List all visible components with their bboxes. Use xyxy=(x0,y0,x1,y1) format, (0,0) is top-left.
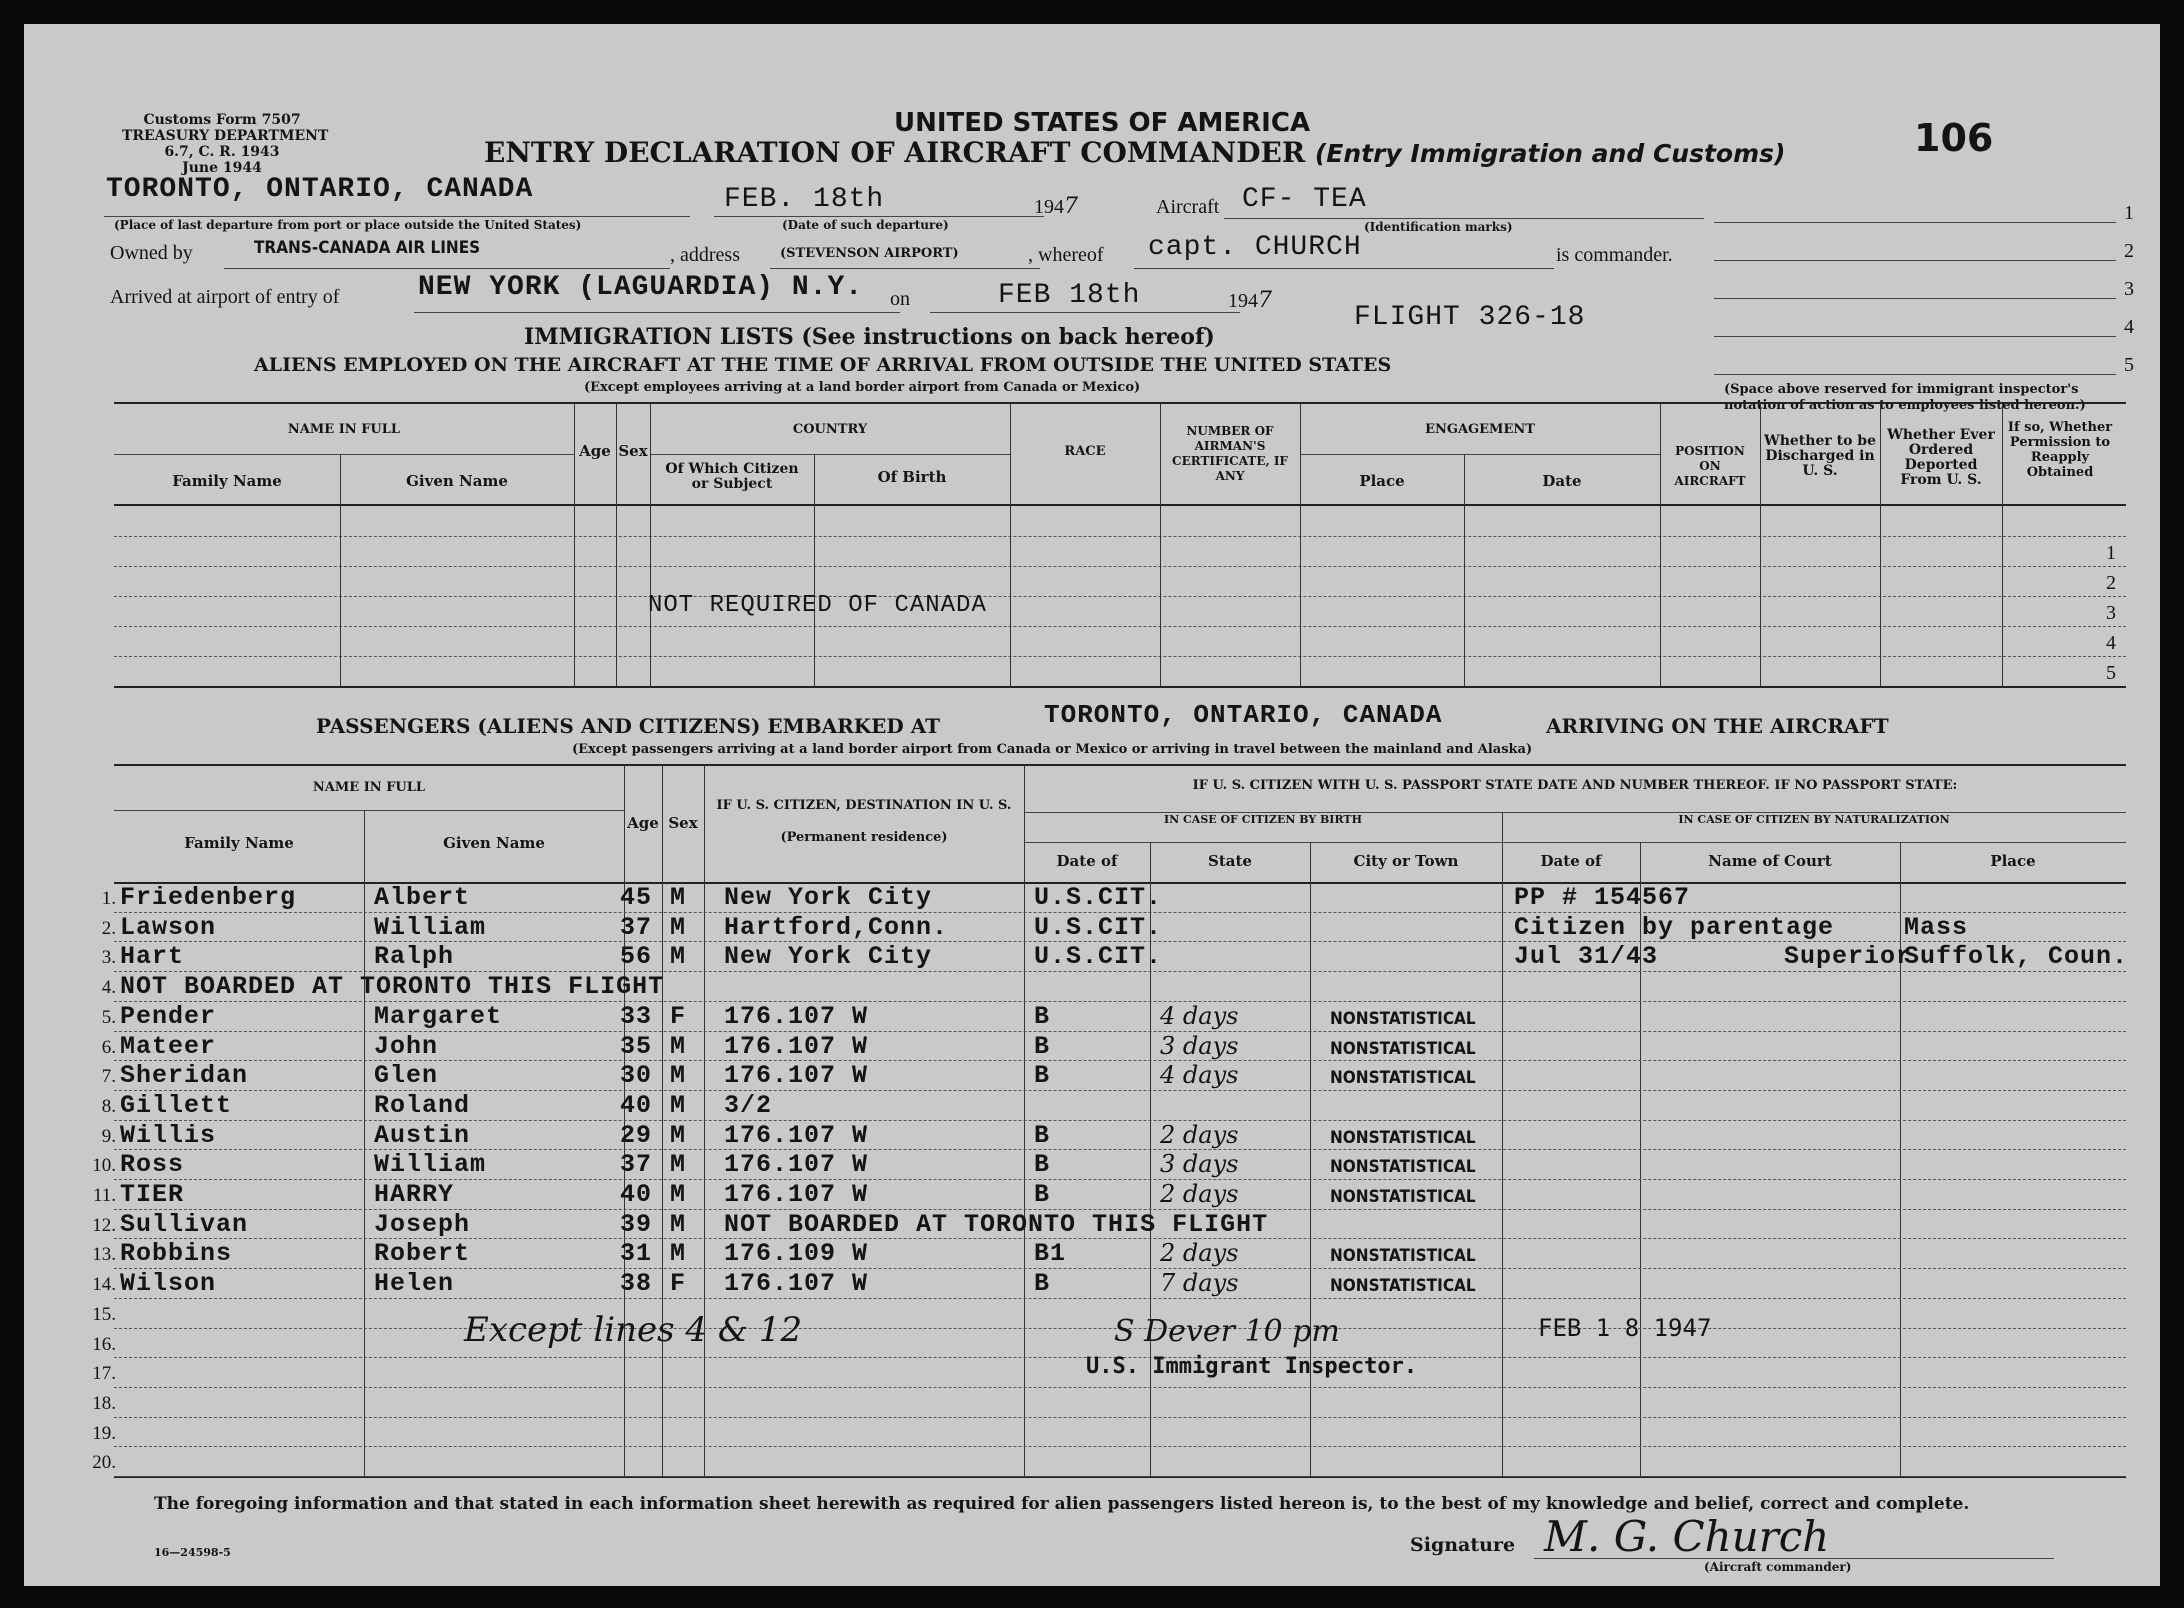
cell-nat-date: Jul 31/43 xyxy=(1514,942,1659,972)
cell-state: 7 days xyxy=(1160,1269,1239,1298)
arrival-airport: NEW YORK (LAGUARDIA) N.Y. xyxy=(418,272,864,303)
row-number: 10. xyxy=(92,1155,116,1177)
cell-dateof: U.S.CIT. xyxy=(1034,942,1163,972)
pcol-date-of: Date of xyxy=(1056,852,1118,870)
row-number: 20. xyxy=(92,1452,116,1474)
cell-family: Hart xyxy=(120,942,185,972)
cell-dest: 176.109 W xyxy=(724,1239,869,1269)
cell-age: 38 xyxy=(620,1269,653,1299)
owned-by-label: Owned by xyxy=(110,242,193,264)
table-rule xyxy=(1310,842,1311,1476)
crew-row-number: 1 xyxy=(2106,542,2116,564)
cell-sex: M xyxy=(670,1061,687,1091)
cell-state: 3 days xyxy=(1160,1150,1239,1179)
arrival-date-line xyxy=(930,312,1240,313)
col-sex: Sex xyxy=(618,442,648,460)
cell-sex: M xyxy=(670,1180,687,1209)
inspector-title: U.S. Immigrant Inspector. xyxy=(1086,1354,1418,1379)
row-number: 8. xyxy=(101,1095,116,1117)
table-rule xyxy=(114,764,2126,766)
cell-given: Helen xyxy=(374,1269,455,1299)
table-rule xyxy=(114,504,2126,506)
cell-age: 39 xyxy=(620,1209,653,1239)
commander-line xyxy=(1134,268,1554,269)
row-number: 4. xyxy=(101,977,116,999)
row-number: 5. xyxy=(101,1006,116,1028)
cell-dateof: B xyxy=(1034,1180,1051,1209)
cell-state: 2 days xyxy=(1160,1180,1239,1208)
cell-age: 45 xyxy=(620,883,653,912)
row-number: 14. xyxy=(92,1274,116,1296)
cell-state: 4 days xyxy=(1160,1061,1239,1090)
crew-row-number: 2 xyxy=(2106,572,2116,594)
pcol-name-in-full: NAME IN FULL xyxy=(312,780,426,795)
pcol-place: Place xyxy=(1990,852,2036,870)
cell-family: Gillett xyxy=(120,1090,233,1120)
row-number: 2. xyxy=(101,917,116,939)
arrival-date: FEB 18th xyxy=(998,280,1141,311)
table-rule xyxy=(1024,842,2126,843)
col-discharged: Whether to be Discharged in U. S. xyxy=(1764,433,1876,479)
reserved-line-1 xyxy=(1714,222,2116,223)
signature-label: Signature xyxy=(1410,1534,1516,1556)
form-sheet xyxy=(24,24,2160,1586)
table-rule xyxy=(1300,454,1660,455)
cell-family: Lawson xyxy=(120,912,217,942)
pcol-court: Name of Court xyxy=(1708,852,1832,870)
table-rule xyxy=(114,810,624,811)
table-rule xyxy=(364,810,365,1476)
print-code: 16—24598-5 xyxy=(154,1546,231,1559)
row-number: 18. xyxy=(92,1392,116,1414)
row-number: 11. xyxy=(92,1185,116,1206)
table-rule xyxy=(1880,404,1881,686)
col-deported: Whether Ever Ordered Deported From U. S. xyxy=(1887,427,1995,488)
cell-family: Ross xyxy=(120,1150,185,1180)
pcol-given-name: Given Name xyxy=(443,834,545,852)
cell-dest: 176.107 W xyxy=(724,1150,869,1180)
departure-date-label: (Date of such departure) xyxy=(782,218,949,232)
cell-family: Willis xyxy=(120,1120,217,1150)
row-rule xyxy=(114,1387,2126,1388)
arrival-airport-line xyxy=(414,312,900,313)
cell-age: 35 xyxy=(620,1031,653,1061)
row-number: 13. xyxy=(92,1244,116,1266)
cell-dateof: B xyxy=(1034,1150,1051,1180)
cell-dateof: B1 xyxy=(1034,1239,1067,1269)
cell-dest: 176.107 W xyxy=(724,1061,869,1091)
table-rule xyxy=(114,686,2126,688)
cell-nat-date: PP # 154567 xyxy=(1514,883,1691,912)
cell-state: 4 days xyxy=(1160,1001,1239,1030)
signature-line xyxy=(1534,1558,2054,1559)
owner: TRANS-CANADA AIR LINES xyxy=(254,238,481,258)
row-number: 15. xyxy=(92,1303,116,1325)
col-citizen: Of Which Citizen or Subject xyxy=(665,461,799,492)
address-line xyxy=(770,268,1040,269)
cell-city: NONSTATISTICAL xyxy=(1330,1008,1476,1029)
cell-dateof: B xyxy=(1034,1031,1051,1061)
pcol-by-birth: IN CASE OF CITIZEN BY BIRTH xyxy=(1164,813,1362,826)
inspector-signature: S Dever 10 pm xyxy=(1114,1314,1340,1349)
whereof-label: , whereof xyxy=(1028,244,1104,266)
cell-city: NONSTATISTICAL xyxy=(1330,1038,1476,1059)
row-number: 17. xyxy=(92,1363,116,1385)
cell-city: NONSTATISTICAL xyxy=(1330,1246,1476,1267)
cell-family: Mateer xyxy=(120,1031,217,1061)
cell-dest: 176.107 W xyxy=(724,1001,869,1031)
cell-age: 37 xyxy=(620,1150,653,1180)
cell-age: 30 xyxy=(620,1061,653,1091)
cell-dest: 176.107 W xyxy=(724,1031,869,1061)
row-number: 6. xyxy=(101,1036,116,1058)
annotation-except: Except lines 4 & 12 xyxy=(464,1310,803,1350)
arrival-year: 1947 xyxy=(1228,288,1272,313)
cell-place: Suffolk, Coun. xyxy=(1904,942,2129,972)
table-rule xyxy=(1900,842,1901,1476)
cell-age: 37 xyxy=(620,912,653,942)
col-country: COUNTRY xyxy=(792,422,868,437)
cell-city: NONSTATISTICAL xyxy=(1330,1187,1476,1207)
table-rule xyxy=(650,454,1010,455)
pcol-destination: IF U. S. CITIZEN, DESTINATION IN U. S. xyxy=(716,798,1012,813)
cell-given: Albert xyxy=(374,883,471,912)
cell-state: 2 days xyxy=(1160,1239,1239,1268)
departure-place: TORONTO, ONTARIO, CANADA xyxy=(106,174,534,205)
cell-family: Robbins xyxy=(120,1239,233,1269)
cell-family: TIER xyxy=(120,1180,185,1209)
row-rule xyxy=(114,1417,2126,1418)
cell-court: Superior xyxy=(1784,942,1913,972)
cell-sex: M xyxy=(670,1031,687,1061)
cell-dateof: B xyxy=(1034,1061,1051,1091)
cell-family: Pender xyxy=(120,1001,217,1031)
reserved-line-2 xyxy=(1714,260,2116,261)
pcol-passport: IF U. S. CITIZEN WITH U. S. PASSPORT STATE DATE AND NUMBER THEREOF. IF NO PASSPORT STATE: xyxy=(1192,778,1958,793)
cell-sex: M xyxy=(670,942,687,972)
commander: capt. CHURCH xyxy=(1148,232,1362,263)
cell-sex: M xyxy=(670,883,687,912)
cell-dest: 176.107 W xyxy=(724,1269,869,1299)
signature-caption: (Aircraft commander) xyxy=(1704,1560,1852,1574)
cell-dateof: U.S.CIT. xyxy=(1034,883,1163,912)
row-number: 7. xyxy=(101,1066,116,1088)
pcol-by-naturalization: IN CASE OF CITIZEN BY NATURALIZATION xyxy=(1678,813,1950,826)
col-given-name: Given Name xyxy=(406,472,508,490)
cell-city: NONSTATISTICAL xyxy=(1330,1127,1476,1148)
cell-given: William xyxy=(374,912,487,942)
is-commander-label: is commander. xyxy=(1556,244,1673,266)
immigration-note: (Except employees arriving at a land border airport from Canada or Mexico) xyxy=(584,380,1141,395)
pcol-nat-date: Date of xyxy=(1540,852,1602,870)
row-number: 1. xyxy=(101,888,116,909)
reserved-number: 2 xyxy=(2124,240,2134,262)
cell-dest: Hartford,Conn. xyxy=(724,912,949,942)
cell-family: Wilson xyxy=(120,1269,217,1299)
table-rule xyxy=(1160,404,1161,686)
departure-place-label: (Place of last departure from port or place outside the United States) xyxy=(114,218,582,232)
col-engagement: ENGAGEMENT xyxy=(1425,422,1535,437)
arrived-label: Arrived at airport of entry of xyxy=(110,286,340,308)
cell-sex: M xyxy=(670,1150,687,1180)
cell-given: Austin xyxy=(374,1120,471,1150)
cell-sex: F xyxy=(670,1269,687,1299)
col-family-name: Family Name xyxy=(172,472,282,490)
cell-dateof: U.S.CIT. xyxy=(1034,912,1163,942)
table-rule xyxy=(2002,404,2003,686)
table-rule xyxy=(114,656,2126,657)
cell-sex: M xyxy=(670,912,687,942)
cell-dest: New York City xyxy=(724,883,933,912)
pcol-destination-sub: (Permanent residence) xyxy=(780,830,948,845)
reserved-number: 1 xyxy=(2124,202,2134,224)
cell-age: 31 xyxy=(620,1239,653,1269)
reserved-number: 4 xyxy=(2124,316,2134,338)
cell-sex: M xyxy=(670,1090,687,1120)
reserved-line-5 xyxy=(1714,374,2116,375)
cell-sex: M xyxy=(670,1120,687,1150)
cell-age: 33 xyxy=(620,1001,653,1031)
on-label: on xyxy=(890,288,910,310)
cell-state: 2 days xyxy=(1160,1120,1239,1149)
cell-given: Robert xyxy=(374,1239,471,1269)
table-rule xyxy=(114,566,2126,567)
col-permission: If so, Whether Permission to Reapply Obtained xyxy=(2007,420,2113,480)
cell-dest: 176.107 W xyxy=(724,1120,869,1150)
crew-row-number: 4 xyxy=(2106,632,2116,654)
year-prefix: 1947 xyxy=(1034,194,1078,219)
cell-nat-date: Citizen by parentage xyxy=(1514,912,1835,942)
reserved-line-3 xyxy=(1714,298,2116,299)
table-rule xyxy=(1660,404,1661,686)
col-age: Age xyxy=(579,442,611,460)
cell-family: Sullivan xyxy=(120,1209,249,1239)
aircraft-id: CF- TEA xyxy=(1242,184,1367,215)
aircraft-label: Aircraft xyxy=(1156,196,1220,218)
departure-date: FEB. 18th xyxy=(724,184,885,215)
cell-given: HARRY xyxy=(374,1180,455,1209)
address-stamp: (STEVENSON AIRPORT) xyxy=(780,246,959,261)
pcol-city: City or Town xyxy=(1353,852,1459,870)
table-rule xyxy=(114,402,2126,404)
cell-given: Roland xyxy=(374,1090,471,1120)
pcol-sex: Sex xyxy=(668,814,698,832)
table-rule xyxy=(114,454,574,455)
col-race: RACE xyxy=(1064,444,1106,459)
departure-date-line xyxy=(714,216,1044,217)
table-rule xyxy=(650,404,651,686)
cell-place: Mass xyxy=(1904,912,1969,942)
embarked-at: TORONTO, ONTARIO, CANADA xyxy=(1044,700,1443,730)
page-title xyxy=(484,136,1785,169)
cell-sex: M xyxy=(670,1209,687,1239)
owner-line xyxy=(224,268,670,269)
cell-dest: 176.107 W xyxy=(724,1180,869,1209)
inspection-date-stamp: FEB 1 8 1947 xyxy=(1538,1314,1712,1342)
commander-signature: M. G. Church xyxy=(1544,1512,1830,1561)
cell-given: Ralph xyxy=(374,942,455,972)
cell-dateof: B xyxy=(1034,1001,1051,1031)
cell-dest: 3/2 xyxy=(724,1090,773,1120)
reserved-number: 5 xyxy=(2124,354,2134,376)
cell-given: Joseph xyxy=(374,1209,471,1239)
cell-family: NOT BOARDED AT TORONTO THIS FLIGHT xyxy=(120,972,665,1002)
cell-given: William xyxy=(374,1150,487,1180)
cell-dest: NOT BOARDED AT TORONTO THIS FLIGHT xyxy=(724,1209,1269,1239)
col-date: Date xyxy=(1542,472,1582,490)
cell-sex: M xyxy=(670,1239,687,1269)
col-airman: NUMBER OF AIRMAN'S CERTIFICATE, IF ANY xyxy=(1172,424,1288,483)
aircraft-line xyxy=(1224,218,1704,219)
col-place: Place xyxy=(1359,472,1405,490)
cell-age: 40 xyxy=(620,1180,653,1209)
form-identifier: Customs Form 7507 TREASURY DEPARTMENT 6.7, C. R. 1943 June 1944 xyxy=(122,112,329,176)
passengers-title-right: ARRIVING ON THE AIRCRAFT xyxy=(1546,714,1889,738)
pcol-age: Age xyxy=(627,814,659,832)
cell-age: 40 xyxy=(620,1090,653,1120)
flight-number: FLIGHT 326-18 xyxy=(1354,302,1586,333)
table-rule xyxy=(814,454,815,686)
immigration-subtitle: ALIENS EMPLOYED ON THE AIRCRAFT AT THE TIME OF ARRIVAL FROM OUTSIDE THE UNITED STATES xyxy=(254,354,1392,376)
row-rule xyxy=(114,1476,2126,1477)
cell-city: NONSTATISTICAL xyxy=(1330,1068,1476,1089)
table-rule xyxy=(114,626,2126,627)
passengers-note: (Except passengers arriving at a land border airport from Canada or Mexico or arriving in travel between the mainland and Alaska) xyxy=(572,742,1533,757)
departure-line xyxy=(104,216,690,217)
passengers-title: PASSENGERS (ALIENS AND CITIZENS) EMBARKED AT xyxy=(316,714,941,738)
row-number: 12. xyxy=(92,1214,116,1236)
row-number: 3. xyxy=(101,947,116,969)
address-label: , address xyxy=(670,244,740,266)
row-number: 16. xyxy=(92,1333,116,1355)
cell-state: 3 days xyxy=(1160,1031,1239,1060)
table-rule xyxy=(1300,404,1301,686)
pcol-family-name: Family Name xyxy=(184,834,294,852)
cell-family: Sheridan xyxy=(120,1061,249,1091)
cell-sex: F xyxy=(670,1001,687,1031)
cell-city: NONSTATISTICAL xyxy=(1330,1157,1476,1178)
declaration-text: The foregoing information and that stated in each information sheet herewith as required for alien passengers listed hereon is, to the best of my knowledge and belief, correct and complete. xyxy=(154,1494,1970,1514)
cell-given: Glen xyxy=(374,1061,439,1091)
col-birth: Of Birth xyxy=(877,468,947,486)
cell-dest: New York City xyxy=(724,942,933,972)
cell-given: Margaret xyxy=(374,1001,503,1031)
col-position: POSITION ON AIRCRAFT xyxy=(1674,444,1746,488)
cell-age: 56 xyxy=(620,942,653,972)
reserved-note: (Space above reserved for immigrant inspector's notation of action as to employees listed hereon.) xyxy=(1724,382,2086,413)
cell-city: NONSTATISTICAL xyxy=(1330,1276,1476,1297)
row-rule xyxy=(114,1446,2126,1447)
reserved-number: 3 xyxy=(2124,278,2134,300)
col-name-in-full: NAME IN FULL xyxy=(287,422,401,437)
page-number: 106 xyxy=(1914,116,1994,160)
table-rule xyxy=(114,596,2126,597)
title-sub: (Entry Immigration and Customs) xyxy=(1314,139,1786,168)
cell-family: Friedenberg xyxy=(120,883,297,912)
row-number: 19. xyxy=(92,1422,116,1444)
table-rule xyxy=(114,536,2126,537)
crew-row-number: 5 xyxy=(2106,662,2116,684)
aircraft-id-label: (Identification marks) xyxy=(1364,220,1513,234)
crew-row-number: 3 xyxy=(2106,602,2116,624)
crew-entry: NOT REQUIRED OF CANADA xyxy=(648,592,987,619)
table-rule xyxy=(1760,404,1761,686)
country-heading: UNITED STATES OF AMERICA xyxy=(894,108,1311,138)
title-main: ENTRY DECLARATION OF AIRCRAFT COMMANDER xyxy=(484,136,1306,169)
cell-given: John xyxy=(374,1031,439,1061)
reserved-line-4 xyxy=(1714,336,2116,337)
row-number: 9. xyxy=(101,1125,116,1147)
cell-dateof: B xyxy=(1034,1120,1051,1150)
immigration-title: IMMIGRATION LISTS (See instructions on back hereof) xyxy=(524,324,1215,350)
pcol-state: State xyxy=(1208,852,1252,870)
cell-age: 29 xyxy=(620,1120,653,1150)
cell-dateof: B xyxy=(1034,1269,1051,1299)
